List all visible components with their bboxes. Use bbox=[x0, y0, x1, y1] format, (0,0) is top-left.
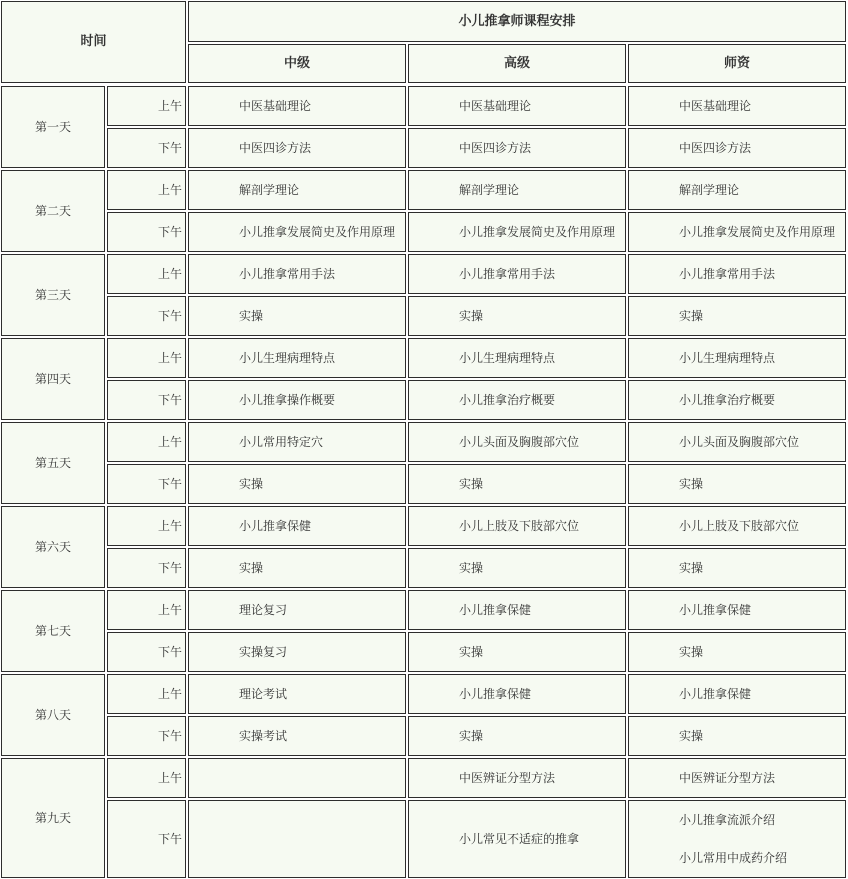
course-cell-instructor: 小儿推拿治疗概要 bbox=[628, 380, 846, 420]
course-cell-advanced: 实操 bbox=[408, 716, 626, 756]
course-cell-advanced: 小儿推拿治疗概要 bbox=[408, 380, 626, 420]
course-cell-intermediate: 小儿生理病理特点 bbox=[188, 338, 406, 378]
period-label: 上午 bbox=[107, 506, 186, 546]
period-label: 上午 bbox=[107, 170, 186, 210]
course-cell-intermediate: 中医四诊方法 bbox=[188, 128, 406, 168]
period-label: 下午 bbox=[107, 632, 186, 672]
course-cell-intermediate: 小儿常用特定穴 bbox=[188, 422, 406, 462]
period-label: 下午 bbox=[107, 800, 186, 878]
course-cell-instructor: 实操 bbox=[628, 464, 846, 504]
course-line: 小儿推拿流派介绍 bbox=[679, 813, 776, 827]
period-label: 下午 bbox=[107, 716, 186, 756]
course-cell-advanced: 中医基础理论 bbox=[408, 86, 626, 126]
course-cell-advanced: 中医四诊方法 bbox=[408, 128, 626, 168]
period-label: 上午 bbox=[107, 758, 186, 798]
course-cell-instructor: 实操 bbox=[628, 632, 846, 672]
period-label: 下午 bbox=[107, 464, 186, 504]
course-cell-intermediate: 小儿推拿常用手法 bbox=[188, 254, 406, 294]
course-cell-advanced: 中医辨证分型方法 bbox=[408, 758, 626, 798]
column-header-advanced: 高级 bbox=[408, 44, 626, 83]
day-label: 第二天 bbox=[1, 170, 105, 252]
course-cell-intermediate: 实操 bbox=[188, 548, 406, 588]
course-cell-instructor: 中医基础理论 bbox=[628, 86, 846, 126]
course-cell-advanced: 实操 bbox=[408, 464, 626, 504]
course-cell-instructor: 实操 bbox=[628, 548, 846, 588]
period-label: 下午 bbox=[107, 212, 186, 252]
course-cell-intermediate: 理论复习 bbox=[188, 590, 406, 630]
course-cell-intermediate: 实操考试 bbox=[188, 716, 406, 756]
period-label: 下午 bbox=[107, 128, 186, 168]
course-cell-intermediate: 解剖学理论 bbox=[188, 170, 406, 210]
day-label: 第六天 bbox=[1, 506, 105, 588]
course-cell-advanced: 小儿推拿常用手法 bbox=[408, 254, 626, 294]
course-cell-instructor: 小儿推拿发展简史及作用原理 bbox=[628, 212, 846, 252]
day-label: 第五天 bbox=[1, 422, 105, 504]
course-cell-advanced: 实操 bbox=[408, 548, 626, 588]
course-cell-intermediate: 实操 bbox=[188, 464, 406, 504]
day-label: 第四天 bbox=[1, 338, 105, 420]
course-cell-advanced: 小儿常见不适症的推拿 bbox=[408, 800, 626, 878]
column-header-intermediate: 中级 bbox=[188, 44, 406, 83]
course-cell-advanced: 解剖学理论 bbox=[408, 170, 626, 210]
course-cell-intermediate: 实操复习 bbox=[188, 632, 406, 672]
period-label: 下午 bbox=[107, 548, 186, 588]
course-cell-instructor: 小儿生理病理特点 bbox=[628, 338, 846, 378]
period-label: 下午 bbox=[107, 380, 186, 420]
period-label: 上午 bbox=[107, 590, 186, 630]
day-label: 第八天 bbox=[1, 674, 105, 756]
course-cell-instructor: 实操 bbox=[628, 716, 846, 756]
course-cell-intermediate bbox=[188, 758, 406, 798]
course-cell-advanced: 实操 bbox=[408, 296, 626, 336]
period-label: 上午 bbox=[107, 86, 186, 126]
day-label: 第七天 bbox=[1, 590, 105, 672]
course-cell-advanced: 小儿上肢及下肢部穴位 bbox=[408, 506, 626, 546]
time-header: 时间 bbox=[1, 1, 186, 83]
course-cell-instructor: 小儿头面及胸腹部穴位 bbox=[628, 422, 846, 462]
course-cell-advanced: 小儿头面及胸腹部穴位 bbox=[408, 422, 626, 462]
day-label: 第九天 bbox=[1, 758, 105, 878]
period-label: 上午 bbox=[107, 422, 186, 462]
course-cell-instructor: 小儿上肢及下肢部穴位 bbox=[628, 506, 846, 546]
course-cell-intermediate: 小儿推拿保健 bbox=[188, 506, 406, 546]
course-cell-instructor: 中医辨证分型方法 bbox=[628, 758, 846, 798]
day-label: 第一天 bbox=[1, 86, 105, 168]
course-cell-intermediate: 小儿推拿发展简史及作用原理 bbox=[188, 212, 406, 252]
period-label: 下午 bbox=[107, 296, 186, 336]
course-cell-instructor: 中医四诊方法 bbox=[628, 128, 846, 168]
course-cell-instructor bbox=[628, 800, 846, 878]
course-cell-instructor: 实操 bbox=[628, 296, 846, 336]
course-cell-intermediate: 小儿推拿操作概要 bbox=[188, 380, 406, 420]
period-label: 上午 bbox=[107, 674, 186, 714]
period-label: 上午 bbox=[107, 338, 186, 378]
course-cell-instructor: 解剖学理论 bbox=[628, 170, 846, 210]
column-header-instructor: 师资 bbox=[628, 44, 846, 83]
course-cell-advanced: 小儿生理病理特点 bbox=[408, 338, 626, 378]
course-cell-advanced: 小儿推拿发展简史及作用原理 bbox=[408, 212, 626, 252]
course-line: 小儿常用中成药介绍 bbox=[679, 851, 788, 865]
course-cell-advanced: 实操 bbox=[408, 632, 626, 672]
course-cell-instructor: 小儿推拿保健 bbox=[628, 590, 846, 630]
table-title: 小儿推拿师课程安排 bbox=[188, 1, 846, 42]
course-cell-intermediate: 实操 bbox=[188, 296, 406, 336]
course-cell-advanced: 小儿推拿保健 bbox=[408, 590, 626, 630]
course-cell-instructor: 小儿推拿常用手法 bbox=[628, 254, 846, 294]
course-cell-instructor: 小儿推拿保健 bbox=[628, 674, 846, 714]
course-cell-intermediate: 中医基础理论 bbox=[188, 86, 406, 126]
period-label: 上午 bbox=[107, 254, 186, 294]
course-cell-advanced: 小儿推拿保健 bbox=[408, 674, 626, 714]
course-cell-intermediate: 理论考试 bbox=[188, 674, 406, 714]
course-cell-intermediate bbox=[188, 800, 406, 878]
day-label: 第三天 bbox=[1, 254, 105, 336]
